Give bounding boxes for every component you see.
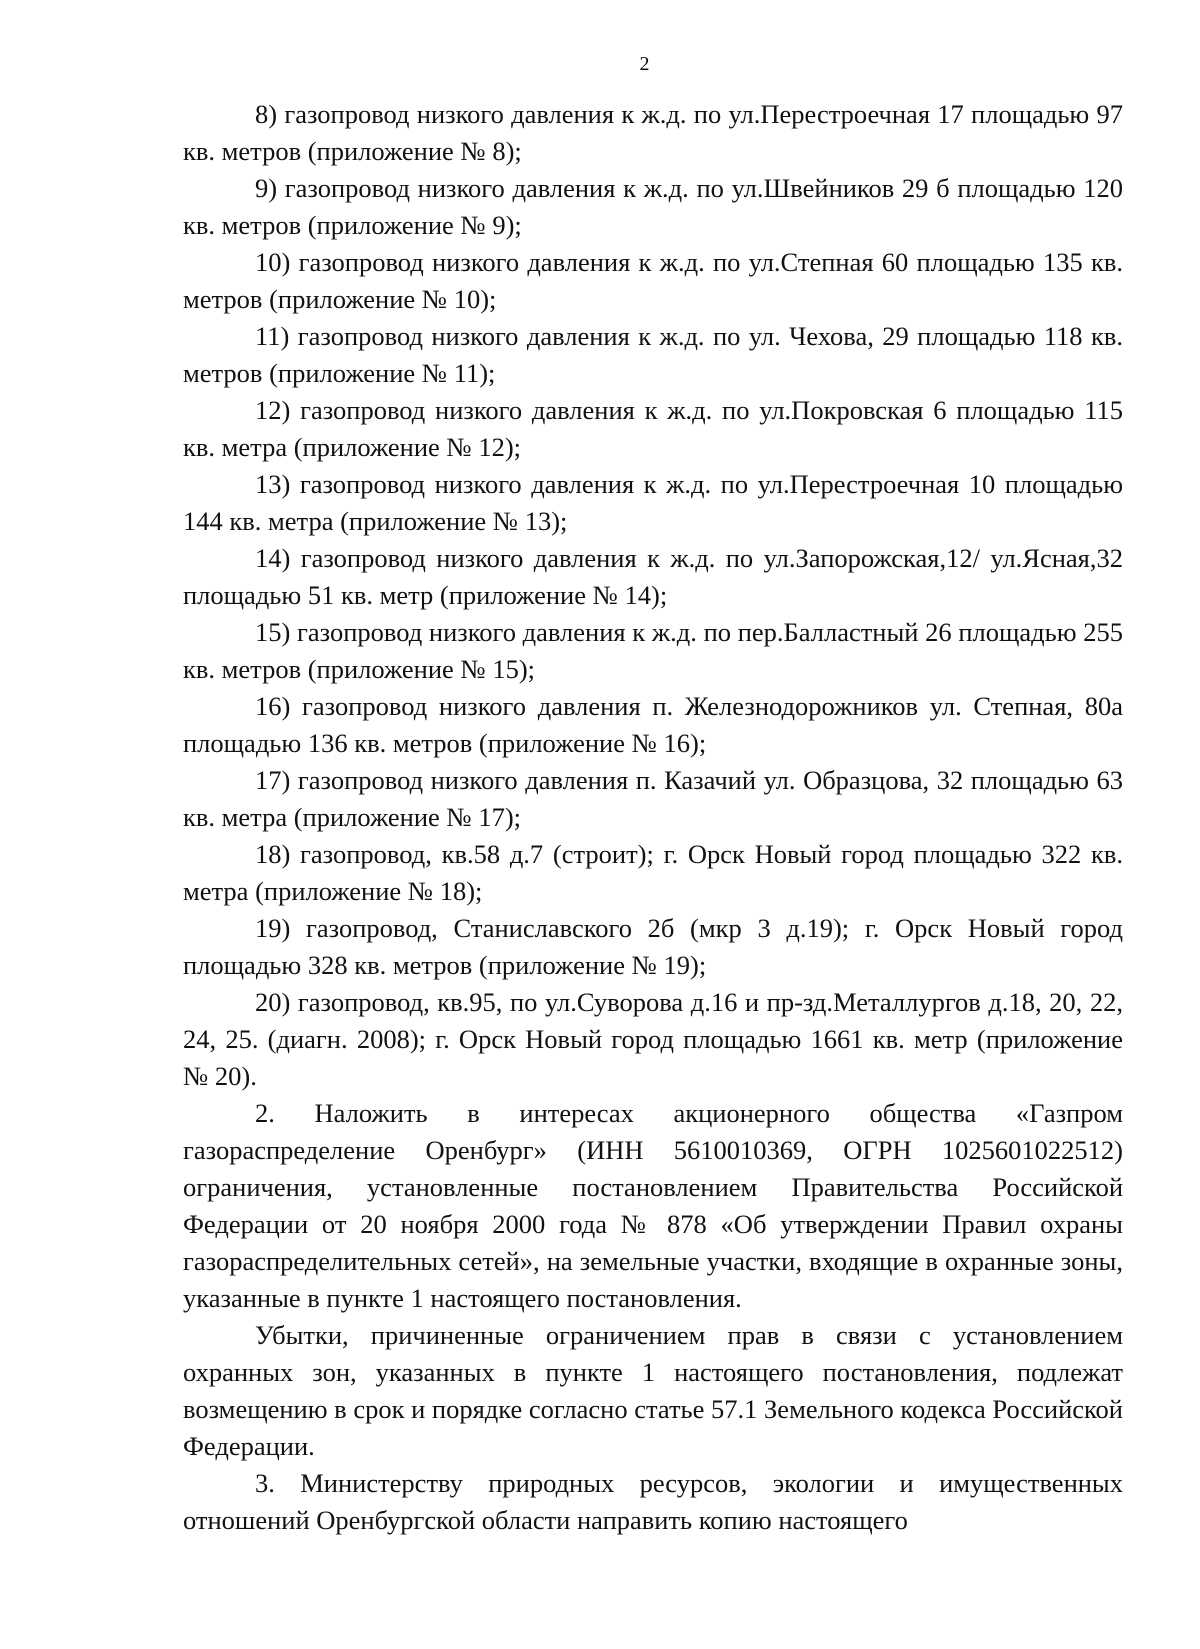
- paragraph-losses: Убытки, причиненные ограничением прав в связи с установлением охранных зон, указанных в пункте 1 настоящего постановления, подлежат возмещению в срок и порядке согласно статье 57.1 Земельного кодекса Российской Федерации.: [183, 1320, 1123, 1461]
- list-item: 10) газопровод низкого давления к ж.д. по ул.Степная 60 площадью 135 кв. метров (приложение № 10);: [183, 247, 1123, 314]
- list-item: 9) газопровод низкого давления к ж.д. по ул.Швейников 29 б площадью 120 кв. метров (приложение № 9);: [183, 173, 1123, 240]
- list-item: 14) газопровод низкого давления к ж.д. по ул.Запорожская,12/ ул.Ясная,32 площадью 51 кв. метр (приложение № 14);: [183, 543, 1123, 610]
- list-item: 15) газопровод низкого давления к ж.д. по пер.Балластный 26 площадью 255 кв. метров (приложение № 15);: [183, 617, 1123, 684]
- page-number: 2: [639, 53, 650, 75]
- paragraph-ministry: 3. Министерству природных ресурсов, экологии и имущественных отношений Оренбургской области направить копию настоящего: [183, 1468, 1123, 1535]
- list-item: 13) газопровод низкого давления к ж.д. по ул.Перестроечная 10 площадью 144 кв. метра (приложение № 13);: [183, 469, 1123, 536]
- list-item: 16) газопровод низкого давления п. Железнодорожников ул. Степная, 80а площадью 136 кв. метров (приложение № 16);: [183, 691, 1123, 758]
- list-item: 20) газопровод, кв.95, по ул.Суворова д.16 и пр-зд.Металлургов д.18, 20, 22, 24, 25. (диагн. 2008); г. Орск Новый город площадью 1661 кв. метр (приложение № 20).: [183, 987, 1123, 1091]
- paragraph-restrictions: 2. Наложить в интересах акционерного общества «Газпром газораспределение Оренбург» (ИНН 5610010369, ОГРН 1025601022512) ограничения, установленные постановлением Правительства Российской Федерации от 20 ноября 2000 года № 878 «Об утверждении Правил охраны газораспределительных сетей», на земельные участки, входящие в охранные зоны, указанные в пункте 1 настоящего постановления.: [183, 1098, 1123, 1313]
- list-item: 8) газопровод низкого давления к ж.д. по ул.Перестроечная 17 площадью 97 кв. метров (приложение № 8);: [183, 99, 1123, 166]
- list-item: 12) газопровод низкого давления к ж.д. по ул.Покровская 6 площадью 115 кв. метра (приложение № 12);: [183, 395, 1123, 462]
- list-item: 11) газопровод низкого давления к ж.д. по ул. Чехова, 29 площадью 118 кв. метров (приложение № 11);: [183, 321, 1123, 388]
- list-item: 17) газопровод низкого давления п. Казачий ул. Образцова, 32 площадью 63 кв. метра (приложение № 17);: [183, 765, 1123, 832]
- document-body: [183, 96, 1123, 1539]
- list-item: 19) газопровод, Станиславского 2б (мкр 3 д.19); г. Орск Новый город площадью 328 кв. метров (приложение № 19);: [183, 913, 1123, 980]
- list-item: 18) газопровод, кв.58 д.7 (строит); г. Орск Новый город площадью 322 кв. метра (приложение № 18);: [183, 839, 1123, 906]
